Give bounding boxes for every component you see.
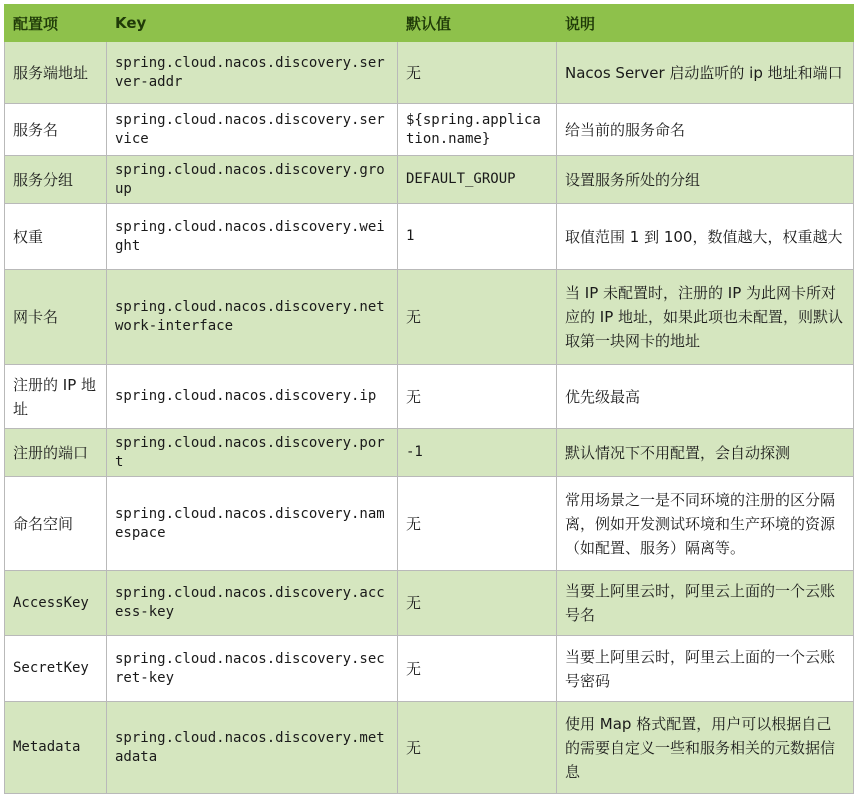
cell-desc: 设置服务所处的分组	[557, 156, 854, 204]
table-row	[5, 429, 854, 477]
cell-key: spring.cloud.nacos.discovery.server-addr	[107, 42, 398, 104]
cell-desc: 优先级最高	[557, 365, 854, 429]
cell-default: 无	[398, 42, 557, 104]
cell-default: 无	[398, 702, 557, 794]
cell-default: DEFAULT_GROUP	[398, 156, 557, 204]
cell-key: spring.cloud.nacos.discovery.access-key	[107, 571, 398, 636]
cell-default: 无	[398, 636, 557, 702]
cell-item: 注册的 IP 地址	[5, 365, 107, 429]
cell-item: 服务分组	[5, 156, 107, 204]
table-row	[5, 42, 854, 104]
cell-key: spring.cloud.nacos.discovery.weight	[107, 204, 398, 270]
cell-desc: 取值范围 1 到 100，数值越大，权重越大	[557, 204, 854, 270]
cell-desc: 当要上阿里云时，阿里云上面的一个云账号名	[557, 571, 854, 636]
table-row	[5, 204, 854, 270]
cell-default: 无	[398, 365, 557, 429]
config-table	[4, 4, 854, 794]
cell-key: spring.cloud.nacos.discovery.namespace	[107, 477, 398, 571]
table-row	[5, 571, 854, 636]
cell-key: spring.cloud.nacos.discovery.network-interface	[107, 270, 398, 365]
cell-key: spring.cloud.nacos.discovery.group	[107, 156, 398, 204]
table-row	[5, 365, 854, 429]
header-row	[5, 5, 854, 42]
header-desc: 说明	[557, 5, 854, 42]
cell-key: spring.cloud.nacos.discovery.port	[107, 429, 398, 477]
cell-item: 命名空间	[5, 477, 107, 571]
cell-item: 服务端地址	[5, 42, 107, 104]
cell-default: 无	[398, 477, 557, 571]
cell-key: spring.cloud.nacos.discovery.secret-key	[107, 636, 398, 702]
cell-item: 网卡名	[5, 270, 107, 365]
cell-desc: 默认情况下不用配置，会自动探测	[557, 429, 854, 477]
table-row	[5, 636, 854, 702]
cell-item: 注册的端口	[5, 429, 107, 477]
cell-desc: 常用场景之一是不同环境的注册的区分隔离，例如开发测试环境和生产环境的资源（如配置、服务）隔离等。	[557, 477, 854, 571]
cell-default: 1	[398, 204, 557, 270]
cell-desc: Nacos Server 启动监听的 ip 地址和端口	[557, 42, 854, 104]
cell-desc: 使用 Map 格式配置，用户可以根据自己的需要自定义一些和服务相关的元数据信息	[557, 702, 854, 794]
cell-desc: 当 IP 未配置时，注册的 IP 为此网卡所对应的 IP 地址，如果此项也未配置，则默认取第一块网卡的地址	[557, 270, 854, 365]
header-item: 配置项	[5, 5, 107, 42]
table-row	[5, 104, 854, 156]
table-row	[5, 270, 854, 365]
cell-default: ${spring.application.name}	[398, 104, 557, 156]
cell-desc: 给当前的服务命名	[557, 104, 854, 156]
cell-item: 权重	[5, 204, 107, 270]
cell-item: AccessKey	[5, 571, 107, 636]
cell-default: -1	[398, 429, 557, 477]
cell-key: spring.cloud.nacos.discovery.service	[107, 104, 398, 156]
cell-item: 服务名	[5, 104, 107, 156]
cell-key: spring.cloud.nacos.discovery.ip	[107, 365, 398, 429]
cell-key: spring.cloud.nacos.discovery.metadata	[107, 702, 398, 794]
cell-default: 无	[398, 571, 557, 636]
cell-default: 无	[398, 270, 557, 365]
table-row	[5, 702, 854, 794]
table-row	[5, 156, 854, 204]
header-default: 默认值	[398, 5, 557, 42]
cell-item: SecretKey	[5, 636, 107, 702]
table-row	[5, 477, 854, 571]
cell-item: Metadata	[5, 702, 107, 794]
header-key: Key	[107, 5, 398, 42]
cell-desc: 当要上阿里云时，阿里云上面的一个云账号密码	[557, 636, 854, 702]
